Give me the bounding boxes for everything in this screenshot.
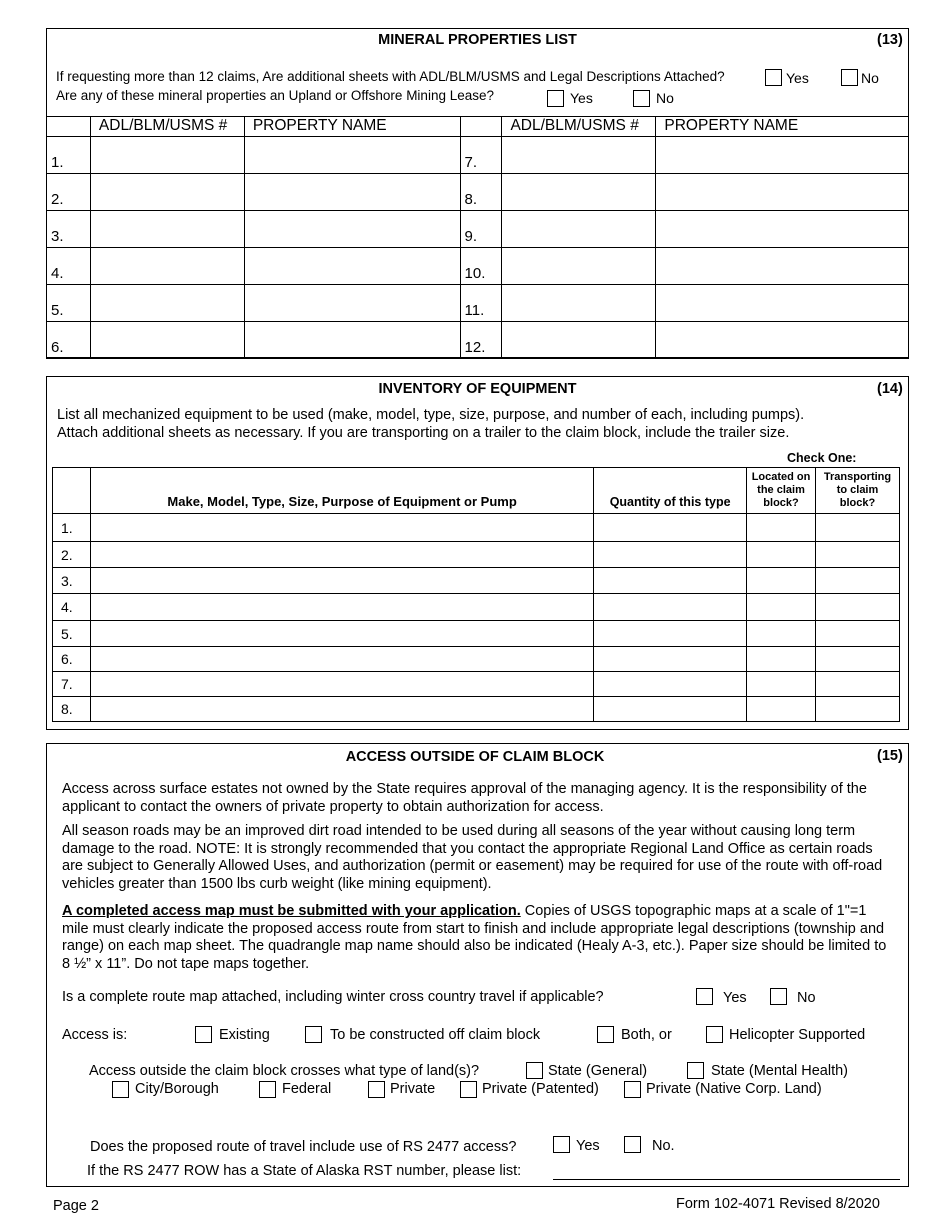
access-existing-label: Existing [219, 1027, 270, 1043]
located-checkbox[interactable] [747, 647, 816, 672]
equipment-input[interactable] [90, 647, 593, 672]
property-name-input[interactable] [244, 211, 460, 248]
property-name-input[interactable] [244, 174, 460, 211]
rs2477-yes-checkbox[interactable] [553, 1136, 570, 1153]
table-row [53, 647, 900, 672]
mining-lease-no-label: No [656, 90, 674, 106]
property-name-input[interactable] [656, 174, 909, 211]
page-number: Page 2 [53, 1198, 99, 1214]
route-map-no-checkbox[interactable] [770, 988, 787, 1005]
quantity-input[interactable] [594, 514, 747, 542]
rs2477-no-checkbox[interactable] [624, 1136, 641, 1153]
adl-input[interactable] [502, 248, 656, 285]
route-map-no-label: No [797, 990, 816, 1006]
additional-sheets-yes-checkbox[interactable] [765, 69, 782, 86]
access-section-title: ACCESS OUTSIDE OF CLAIM BLOCK [345, 749, 605, 765]
land-state-general-checkbox[interactable] [526, 1062, 543, 1079]
access-helicopter-label: Helicopter Supported [729, 1027, 866, 1043]
access-existing-checkbox[interactable] [195, 1026, 212, 1043]
row-number: 7. [460, 137, 502, 174]
quantity-input[interactable] [594, 542, 747, 568]
access-section-number: (15) [877, 748, 903, 764]
row-number: 9. [460, 211, 502, 248]
land-state-mental-label: State (Mental Health) [711, 1063, 849, 1079]
table-row [47, 322, 909, 359]
adl-input[interactable] [502, 174, 656, 211]
property-name-input[interactable] [656, 285, 909, 322]
equipment-table [52, 467, 900, 722]
adl-input[interactable] [90, 211, 244, 248]
table-row [47, 137, 909, 174]
land-private-checkbox[interactable] [368, 1081, 385, 1098]
property-name-input[interactable] [244, 137, 460, 174]
land-private-patented-label: Private (Patented) [482, 1081, 599, 1097]
equipment-input[interactable] [90, 672, 593, 697]
additional-sheets-no-label: No [861, 70, 879, 86]
equipment-input[interactable] [90, 514, 593, 542]
access-both-label: Both, or [621, 1027, 672, 1043]
land-city-borough-checkbox[interactable] [112, 1081, 129, 1098]
mining-lease-question: Are any of these mineral properties an Upland or Offshore Mining Lease? [56, 88, 494, 103]
transporting-checkbox[interactable] [816, 672, 900, 697]
equipment-input[interactable] [90, 697, 593, 722]
table-row [53, 621, 900, 647]
mineral-properties-table [46, 116, 909, 359]
row-number: 8. [460, 174, 502, 211]
adl-input[interactable] [90, 137, 244, 174]
equipment-section-number: (14) [877, 381, 903, 397]
row-number: 3. [53, 568, 91, 594]
rs2477-question: Does the proposed route of travel include use of RS 2477 access? [90, 1139, 517, 1155]
col-transporting-to-claim: Transporting to claim block? [816, 468, 900, 514]
equipment-section-title: INVENTORY OF EQUIPMENT [378, 381, 577, 397]
col-property-name-left: PROPERTY NAME [244, 117, 460, 137]
route-map-question: Is a complete route map attached, including winter cross country travel if applicable? [62, 989, 604, 1005]
route-map-yes-label: Yes [723, 990, 747, 1006]
transporting-checkbox[interactable] [816, 621, 900, 647]
property-name-input[interactable] [656, 322, 909, 359]
row-number: 5. [53, 621, 91, 647]
col-quantity: Quantity of this type [594, 468, 747, 514]
quantity-input[interactable] [594, 568, 747, 594]
quantity-input[interactable] [594, 594, 747, 621]
land-private-native-checkbox[interactable] [624, 1081, 641, 1098]
table-row [47, 248, 909, 285]
quantity-input[interactable] [594, 672, 747, 697]
row-number: 2. [47, 174, 91, 211]
adl-input[interactable] [90, 248, 244, 285]
rs2477-no-label: No. [652, 1138, 675, 1154]
row-number: 8. [53, 697, 91, 722]
located-checkbox[interactable] [747, 697, 816, 722]
located-checkbox[interactable] [747, 672, 816, 697]
check-one-label: Check One: [787, 451, 857, 465]
property-name-input[interactable] [656, 137, 909, 174]
row-number: 3. [47, 211, 91, 248]
col-adl-left: ADL/BLM/USMS # [90, 117, 244, 137]
additional-sheets-yes-label: Yes [786, 70, 809, 86]
rs2477-yes-label: Yes [576, 1138, 600, 1154]
row-number: 5. [47, 285, 91, 322]
land-federal-checkbox[interactable] [259, 1081, 276, 1098]
transporting-checkbox[interactable] [816, 514, 900, 542]
adl-input[interactable] [502, 211, 656, 248]
located-checkbox[interactable] [747, 594, 816, 621]
row-number: 7. [53, 672, 91, 697]
equipment-intro-line1: List all mechanized equipment to be used (make, model, type, size, purpose, and number of each, including pumps). [57, 407, 805, 423]
access-constructed-label: To be constructed off claim block [330, 1027, 541, 1043]
adl-input[interactable] [502, 322, 656, 359]
access-paragraph-3 [62, 903, 897, 973]
row-number: 12. [460, 322, 502, 359]
land-federal-label: Federal [282, 1081, 332, 1097]
located-checkbox[interactable] [747, 621, 816, 647]
access-paragraph-2: All season roads may be an improved dirt road intended to be used during all seasons of the year without causing long term damage to the road. NOTE: It is strongly recommended that you contact the appropriate Regional Land Office as certain roads are subject to Generally Allowed Uses, and authorization (permit or easement) may be required for use of the route with off-road vehicles greater than 1500 lbs curb weight (like mining equipment). [62, 823, 883, 892]
land-private-patented-checkbox[interactable] [460, 1081, 477, 1098]
table-row [53, 542, 900, 568]
row-number: 11. [460, 285, 502, 322]
equipment-input[interactable] [90, 542, 593, 568]
access-paragraph-1: Access across surface estates not owned by the State requires approval of the managing agency. It is the responsibility of the applicant to contact the owners of private property to obtain authorization for access. [62, 781, 867, 815]
located-checkbox[interactable] [747, 568, 816, 594]
land-type-question: Access outside the claim block crosses what type of land(s)? [89, 1063, 480, 1079]
access-helicopter-checkbox[interactable] [706, 1026, 723, 1043]
equipment-input[interactable] [90, 621, 593, 647]
access-map-details: Copies of USGS topographic maps at a scale of 1"=1 mile must clearly indicate the proposed access route from start to finish and include appropriate legal descriptions (township and range) on each map sheet. The quadrangle map name should also be indicated (Healy A-3, etc.). Paper size should be limited to 8 ½” x 11”. Do not tape maps together. [62, 903, 887, 972]
transporting-checkbox[interactable] [816, 568, 900, 594]
property-name-input[interactable] [244, 285, 460, 322]
located-checkbox[interactable] [747, 542, 816, 568]
land-state-general-label: State (General) [548, 1063, 648, 1079]
table-row [53, 594, 900, 621]
equipment-table-header [53, 468, 900, 514]
col-located-on-claim: Located on the claim block? [747, 468, 816, 514]
adl-input[interactable] [502, 137, 656, 174]
property-name-input[interactable] [656, 211, 909, 248]
row-number: 1. [53, 514, 91, 542]
property-name-input[interactable] [656, 248, 909, 285]
mining-lease-no-checkbox[interactable] [633, 90, 650, 107]
row-number: 6. [53, 647, 91, 672]
transporting-checkbox[interactable] [816, 697, 900, 722]
adl-input[interactable] [90, 322, 244, 359]
col-adl-right: ADL/BLM/USMS # [502, 117, 656, 137]
row-number: 10. [460, 248, 502, 285]
mineral-table-header [47, 117, 909, 137]
rst-number-label: If the RS 2477 ROW has a State of Alaska RST number, please list: [87, 1163, 522, 1179]
adl-input[interactable] [90, 174, 244, 211]
adl-input[interactable] [90, 285, 244, 322]
mineral-section-title: MINERAL PROPERTIES LIST [378, 32, 577, 48]
rst-number-field[interactable] [553, 1165, 900, 1180]
land-city-borough-label: City/Borough [135, 1081, 219, 1097]
equipment-input[interactable] [90, 568, 593, 594]
mineral-section-number: (13) [877, 32, 903, 48]
route-map-yes-checkbox[interactable] [696, 988, 713, 1005]
additional-sheets-no-checkbox[interactable] [841, 69, 858, 86]
row-number: 2. [53, 542, 91, 568]
row-number: 1. [47, 137, 91, 174]
mining-lease-yes-checkbox[interactable] [547, 90, 564, 107]
quantity-input[interactable] [594, 697, 747, 722]
land-private-label: Private [390, 1081, 436, 1097]
access-both-checkbox[interactable] [597, 1026, 614, 1043]
table-row [53, 672, 900, 697]
col-property-name-right: PROPERTY NAME [656, 117, 909, 137]
transporting-checkbox[interactable] [816, 594, 900, 621]
table-row [47, 211, 909, 248]
property-name-input[interactable] [244, 322, 460, 359]
access-map-requirement: A completed access map must be submitted with your application. [62, 903, 521, 919]
property-name-input[interactable] [244, 248, 460, 285]
table-row [53, 514, 900, 542]
equipment-input[interactable] [90, 594, 593, 621]
row-number: 4. [53, 594, 91, 621]
row-number: 6. [47, 322, 91, 359]
table-row [53, 697, 900, 722]
located-checkbox[interactable] [747, 514, 816, 542]
adl-input[interactable] [502, 285, 656, 322]
form-number: Form 102-4071 Revised 8/2020 [676, 1196, 880, 1212]
table-row [47, 174, 909, 211]
table-row [47, 285, 909, 322]
quantity-input[interactable] [594, 647, 747, 672]
access-is-label: Access is: [62, 1027, 128, 1043]
quantity-input[interactable] [594, 621, 747, 647]
row-number: 4. [47, 248, 91, 285]
land-private-native-label: Private (Native Corp. Land) [646, 1081, 822, 1097]
land-state-mental-checkbox[interactable] [687, 1062, 704, 1079]
col-make-model: Make, Model, Type, Size, Purpose of Equipment or Pump [90, 468, 593, 514]
table-row [53, 568, 900, 594]
mining-lease-yes-label: Yes [570, 90, 593, 106]
access-constructed-checkbox[interactable] [305, 1026, 322, 1043]
transporting-checkbox[interactable] [816, 647, 900, 672]
additional-sheets-question: If requesting more than 12 claims, Are additional sheets with ADL/BLM/USMS and Legal Descriptions Attached? [56, 69, 725, 84]
equipment-intro-line2: Attach additional sheets as necessary. If you are transporting on a trailer to the claim block, include the trailer size. [57, 425, 790, 441]
transporting-checkbox[interactable] [816, 542, 900, 568]
